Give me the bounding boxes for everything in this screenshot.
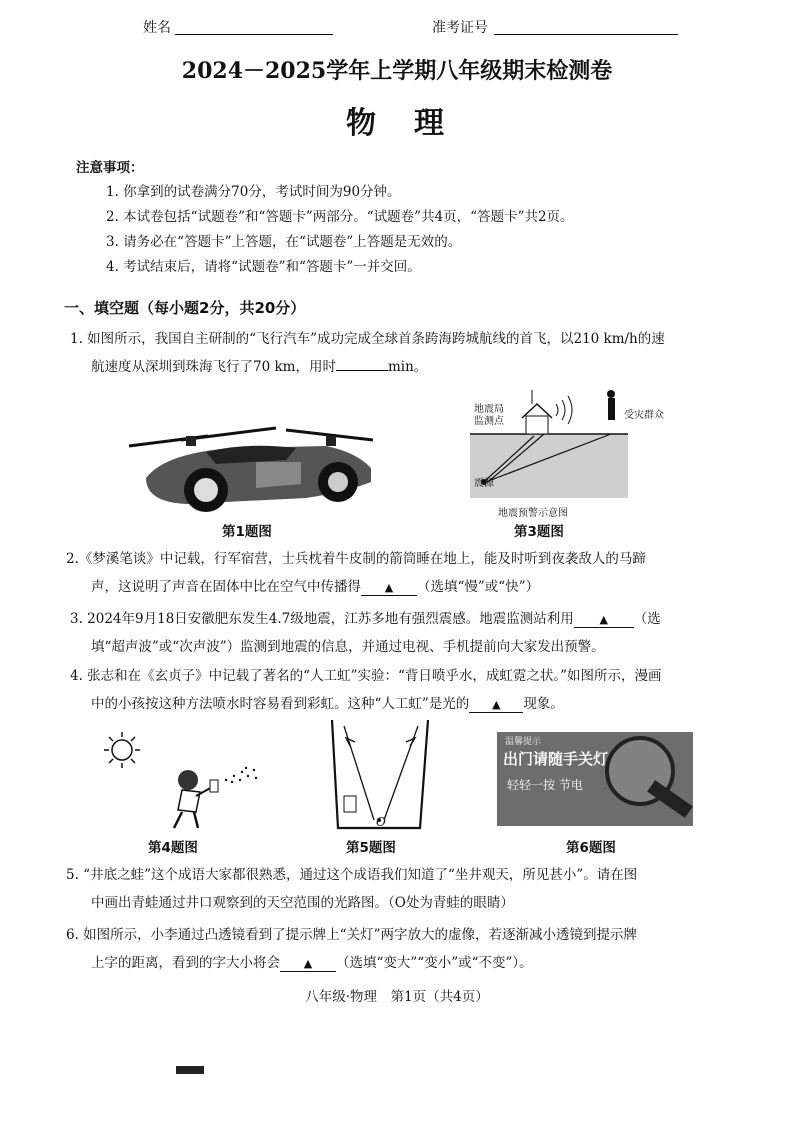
sun-icon bbox=[104, 732, 140, 768]
fig4-rainbow-cartoon bbox=[96, 728, 276, 832]
fig6-sign-main: 出门请随手关灯 bbox=[503, 750, 609, 768]
page-footer: 八年级·物理 第1页（共4页） bbox=[305, 989, 489, 1005]
q5-line2: 中画出青蛙通过井口观察到的天空范围的光路图。（O处为青蛙的眼睛） bbox=[91, 895, 514, 911]
fig6-sign-sub: 轻轻一按 节电 bbox=[507, 778, 583, 792]
fig6-sign-top: 温馨提示 bbox=[505, 737, 542, 747]
fig3-people-label: 受灾群众 bbox=[624, 410, 664, 421]
q1-line1: 1. 如图所示，我国自主研制的“飞行汽车”成功完成全球首条跨海跨城航线的首飞，以210 km/h的速 bbox=[70, 331, 665, 347]
fig5-point-o: O bbox=[376, 815, 386, 829]
q2-line2: 声，这说明了声音在固体中比在空气中传播得 ▲ （选填“慢”或“快”） bbox=[91, 579, 540, 595]
note-item: 2. 本试卷包括“试题卷”和“答题卡”两部分。“试题卷”共4页，“答题卡”共2页。 bbox=[106, 209, 574, 225]
exam-title: 2024－2025学年上学期八年级期末检测卷 bbox=[181, 58, 613, 84]
q4-answer-blank[interactable]: ▲ bbox=[469, 697, 523, 713]
q3-line2: 填“超声波”或“次声波”）监测到地震的信息，并通过电视、手机提前向大家发出预警。 bbox=[91, 639, 605, 655]
q5-line1: 5. “井底之蛙”这个成语大家都很熟悉，通过这个成语我们知道了“坐井观天，所见甚小”。请在图 bbox=[66, 867, 638, 883]
section-heading: 一、填空题（每小题2分，共20分） bbox=[64, 299, 306, 317]
exam-no-field[interactable] bbox=[494, 34, 678, 35]
q6-line1: 6. 如图所示，小李通过凸透镜看到了提示牌上“关灯”两字放大的虚像，若逐渐减小透镜到提示牌 bbox=[66, 927, 637, 943]
note-item: 3. 请务必在“答题卡”上答题，在“试题卷”上答题是无效的。 bbox=[106, 234, 462, 250]
q1-line2: 航速度从深圳到珠海飞行了70 km，用时 min。 bbox=[91, 359, 428, 375]
note-item: 4. 考试结束后，请将“试题卷”和“答题卡”一并交回。 bbox=[106, 259, 421, 275]
fig6-sign-photo bbox=[497, 732, 693, 826]
notes-heading: 注意事项： bbox=[76, 160, 144, 176]
q3-answer-blank[interactable]: ▲ bbox=[574, 612, 634, 628]
q3-line1: 3. 2024年9月18日安徽肥东发生4.7级地震，江苏多地有强烈震感。地震监测站利用 ▲ （选 bbox=[70, 611, 661, 627]
q4-line2: 中的小孩按这种方法喷水时容易看到彩虹。这种“人工虹”是光的 ▲ 现象。 bbox=[91, 696, 564, 712]
exam-no-label: 准考证号 bbox=[432, 20, 488, 36]
scan-mark bbox=[176, 1066, 204, 1074]
subject-title: 物 理 bbox=[346, 106, 448, 141]
fig1-flying-car-image bbox=[126, 418, 376, 516]
fig3-bottom-label: 地震预警示意图 bbox=[498, 508, 568, 519]
q2-line1: 2.《梦溪笔谈》中记载，行军宿营，士兵枕着牛皮制的箭筒睡在地上，能及时听到夜袭敌人的马蹄 bbox=[66, 551, 646, 567]
note-item: 1. 你拿到的试卷满分70分，考试时间为90分钟。 bbox=[106, 184, 401, 200]
q1-answer-blank[interactable] bbox=[336, 370, 388, 371]
fig4-caption: 第4题图 bbox=[148, 840, 198, 856]
q6-line2: 上字的距离，看到的字大小将会 ▲ （选填“变大”“变小”或“不变”）。 bbox=[91, 955, 533, 971]
name-label: 姓名 bbox=[143, 20, 171, 36]
q4-line1: 4. 张志和在《玄贞子》中记载了著名的“人工虹”实验：“背日喷乎水，成虹霓之状。”如图所示，漫画 bbox=[70, 668, 662, 684]
fig3-caption: 第3题图 bbox=[514, 524, 564, 540]
name-field[interactable] bbox=[175, 34, 333, 35]
fig6-caption: 第6题图 bbox=[566, 840, 616, 856]
fig5-caption: 第5题图 bbox=[346, 840, 396, 856]
q6-answer-blank[interactable]: ▲ bbox=[280, 956, 336, 972]
fig3-source-label: 震源 bbox=[474, 478, 494, 489]
fig3-station-label: 地震局 监测点 bbox=[474, 404, 504, 427]
fig1-caption: 第1题图 bbox=[222, 524, 272, 540]
q2-answer-blank[interactable]: ▲ bbox=[361, 580, 417, 596]
